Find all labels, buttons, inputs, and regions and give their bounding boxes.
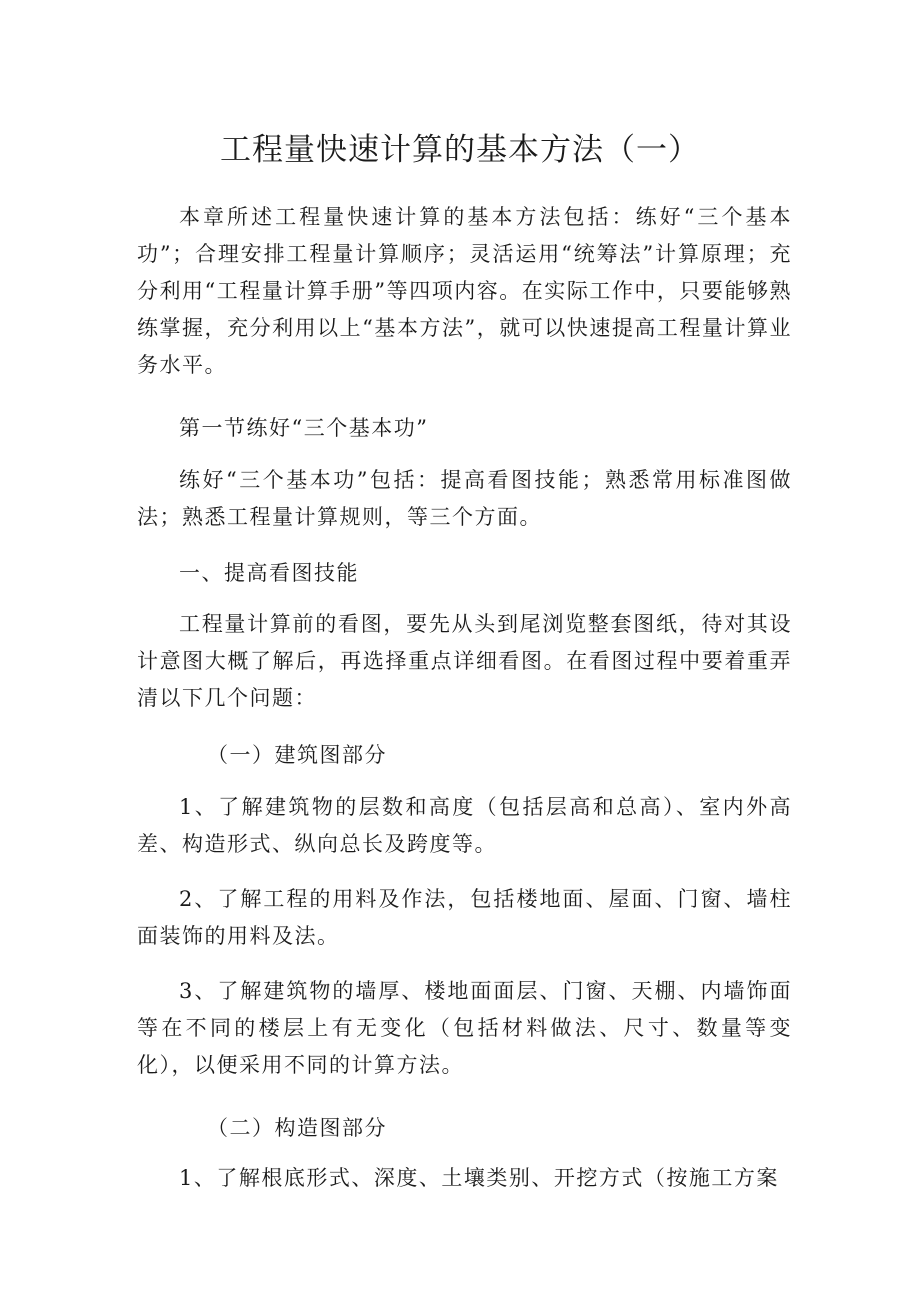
paragraph-basics: 练好“三个基本功”包括：提高看图技能；熟悉常用标准图做法；熟悉工程量计算规则，等三个方面。 — [137, 468, 792, 529]
document-title: 工程量快速计算的基本方法（一） — [220, 132, 700, 168]
paragraph-intro: 本章所述工程量快速计算的基本方法包括：练好“三个基本功”；合理安排工程量计算顺序；灵活运用“统筹法”计算原理；充分利用“工程量计算手册”等四项内容。在实际工作中，只要能够熟练掌握，充分利用以上“基本方法”，就可以快速提高工程量计算业务水平。 — [137, 205, 792, 377]
sub-heading-architecture: （一）建筑图部分 — [207, 743, 387, 767]
list-item-4: 1、了解根底形式、深度、土壤类别、开挖方式（按施工方案 — [179, 1166, 779, 1190]
sub-heading-structure: （二）构造图部分 — [207, 1116, 387, 1140]
list-item-2: 2、了解工程的用料及作法，包括楼地面、屋面、门窗、墙柱面装饰的用料及法。 — [137, 887, 792, 948]
list-item-3: 3、了解建筑物的墙厚、楼地面面层、门窗、天棚、内墙饰面等在不同的楼层上有无变化（包括材料做法、尺寸、数量等变化），以便采用不同的计算方法。 — [137, 979, 792, 1077]
subsection-heading: 一、提高看图技能 — [179, 561, 359, 585]
section-heading: 第一节练好“三个基本功” — [179, 416, 429, 440]
paragraph-reading-drawings: 工程量计算前的看图，要先从头到尾浏览整套图纸，待对其设计意图大概了解后，再选择重点详细看图。在看图过程中要着重弄清以下几个问题： — [137, 612, 792, 710]
list-item-1: 1、了解建筑物的层数和高度（包括层高和总高）、室内外高差、构造形式、纵向总长及跨度等。 — [137, 795, 792, 856]
